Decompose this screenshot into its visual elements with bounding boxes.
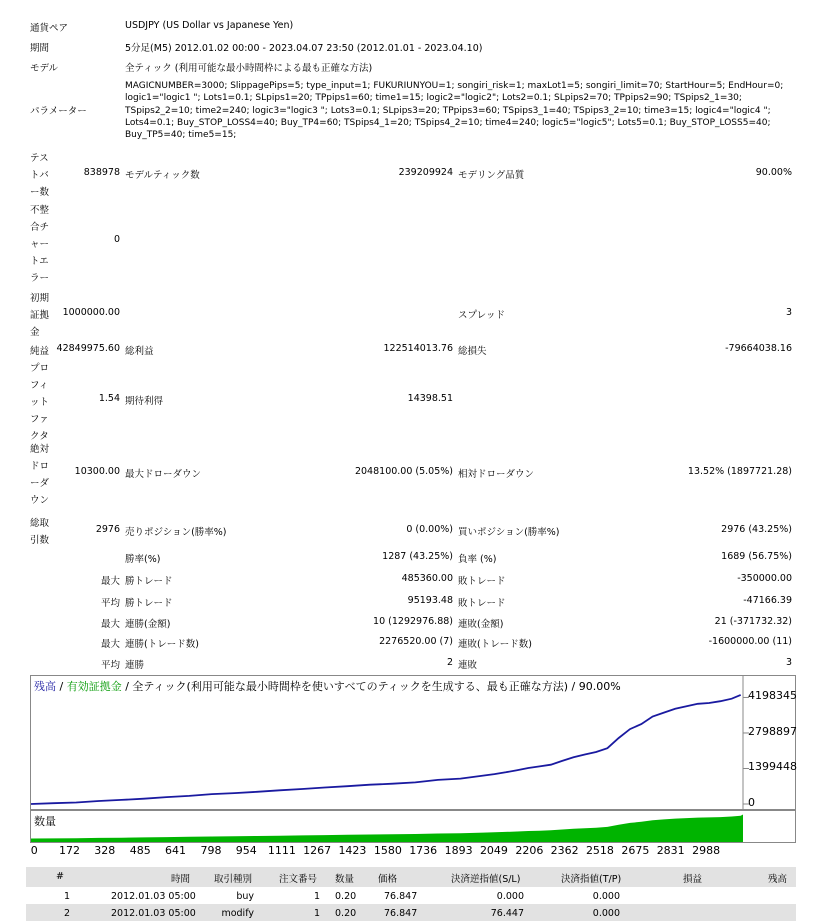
gross-profit-label: 総利益 — [125, 346, 154, 357]
header-cell-order: 注文番号 — [279, 874, 318, 885]
net-profit-label: 純益 — [30, 346, 50, 357]
max-label-3: 最大 — [100, 639, 120, 650]
gross-profit-value: 122514013.76 — [383, 343, 453, 354]
test-bars-label: テストバー数 — [30, 153, 50, 198]
x-tick-label: 328 — [94, 844, 116, 857]
chart-title-rest: / 全ティック(利用可能な最小時間枠を使いすべてのティックを生成する、最も正確な方法) / 90.00% — [121, 680, 621, 693]
period-label: 期間 — [30, 43, 50, 54]
spread-value: 3 — [785, 307, 792, 318]
avg-consec-win-label: 連勝 — [125, 660, 145, 671]
total-trades-value: 2976 — [95, 524, 120, 535]
chart-title — [34, 678, 621, 694]
header-cell-balance: 残高 — [768, 874, 788, 885]
x-tick-label: 1580 — [373, 844, 402, 857]
x-tick-label: 485 — [129, 844, 151, 857]
y-tick-label: 0 — [748, 796, 755, 809]
row-cell-tp: 0.000 — [592, 891, 620, 902]
header-cell-time: 時間 — [171, 874, 191, 885]
avg-loss-label: 敗トレード — [458, 598, 506, 609]
avg-consec-loss-value: 3 — [785, 657, 792, 668]
row-cell-order: 1 — [313, 891, 320, 902]
win-rate-value: 1287 (43.25%) — [382, 551, 453, 562]
mismatch-label: 不整合チャートエラー — [30, 205, 50, 284]
row-cell-type: buy — [236, 891, 254, 902]
header-cell-volume: 数量 — [335, 874, 355, 885]
max-consec-win-cnt-label: 連勝(トレード数) — [125, 639, 199, 650]
table-header — [26, 867, 796, 887]
volume-area — [31, 815, 743, 843]
x-tick-label: 1111 — [267, 844, 296, 857]
period-value: 5分足(M5) 2012.01.02 00:00 - 2023.04.07 23:50 (2012.01.01 - 2023.04.10) — [125, 43, 483, 54]
abs-dd-value: 10300.00 — [74, 466, 120, 477]
row-cell-price: 76.847 — [384, 908, 418, 919]
header-cell-type: 取引種別 — [214, 874, 253, 885]
avg-label: 平均 — [100, 598, 120, 609]
balance-chart-svg — [31, 676, 795, 809]
x-tick-label: 1267 — [303, 844, 332, 857]
max-consec-win-amt-label: 連勝(金額) — [125, 619, 171, 630]
row-cell-time: 2012.01.03 05:00 — [111, 908, 196, 919]
short-value: 0 (0.00%) — [406, 524, 453, 535]
net-profit-value: 42849975.60 — [56, 343, 120, 354]
x-tick-label: 641 — [164, 844, 186, 857]
avg-consec-loss-label: 連敗 — [458, 660, 478, 671]
x-tick-label: 798 — [200, 844, 222, 857]
row-cell-order: 1 — [313, 908, 320, 919]
x-tick-label: 954 — [235, 844, 257, 857]
initial-deposit-label: 初期証拠金 — [30, 293, 50, 338]
header-cell-tp: 決済指値(T/P) — [561, 874, 622, 885]
x-tick-label: 2362 — [550, 844, 579, 857]
model-ticks-value: 239209924 — [398, 167, 453, 178]
row-cell-tp: 0.000 — [592, 908, 620, 919]
gross-loss-value: -79664038.16 — [725, 343, 792, 354]
x-tick-label: 1893 — [444, 844, 473, 857]
largest-win-value: 485360.00 — [401, 573, 453, 584]
pair-label: 通貨ペア — [30, 23, 69, 34]
header-cell-sl: 決済逆指値(S/L) — [451, 874, 521, 885]
max-consec-loss-amt-label: 連敗(金額) — [458, 619, 504, 630]
spread-label: スプレッド — [458, 310, 506, 321]
chart-title-balance: 残高 — [34, 680, 56, 693]
y-tick-label: 2798897 — [748, 724, 797, 738]
header-cell-price: 価格 — [378, 874, 398, 885]
trade-table — [26, 867, 796, 921]
max-consec-win-amt-value: 10 (1292976.88) — [373, 616, 453, 627]
x-tick-label: 2831 — [656, 844, 685, 857]
gross-loss-label: 総損失 — [458, 346, 487, 357]
largest-loss-label: 敗トレード — [458, 576, 506, 587]
x-tick-label: 1423 — [338, 844, 367, 857]
params-label: パラメーター — [30, 106, 87, 117]
model-ticks-label: モデルティック数 — [125, 170, 200, 181]
row-cell-number: 1 — [64, 891, 71, 902]
x-tick-label: 2518 — [585, 844, 614, 857]
largest-loss-value: -350000.00 — [737, 573, 792, 584]
total-trades-label: 総取引数 — [30, 518, 50, 546]
initial-deposit-value: 1000000.00 — [62, 307, 120, 318]
table-row — [26, 887, 796, 904]
win-rate-label: 勝率(%) — [125, 554, 161, 565]
model-value: 全ティック (利用可能な最小時間枠による最も正確な方法) — [125, 63, 373, 74]
chart-title-equity: 有効証拠金 — [66, 680, 122, 693]
y-tick-label: 1399448 — [748, 760, 797, 774]
loss-rate-value: 1689 (56.75%) — [721, 551, 792, 562]
volume-label: 数量 — [34, 815, 56, 828]
x-tick-label: 2049 — [479, 844, 508, 857]
max-consec-loss-cnt-label: 連敗(トレード数) — [458, 639, 532, 650]
mismatch-value: 0 — [113, 234, 120, 245]
largest-win-label: 勝トレード — [125, 576, 173, 587]
profit-factor-label: プロフィットファクタ — [30, 363, 50, 442]
row-cell-type: modify — [221, 908, 254, 919]
max-dd-value: 2048100.00 (5.05%) — [354, 466, 453, 477]
row-cell-price: 76.847 — [384, 891, 418, 902]
balance-chart — [30, 675, 796, 810]
avg-loss-value: -47166.39 — [743, 595, 792, 606]
x-tick-label: 172 — [58, 844, 80, 857]
volume-chart-svg — [31, 811, 795, 842]
volume-chart — [30, 810, 796, 843]
balance-line — [31, 695, 741, 804]
avg-win-label: 勝トレード — [125, 598, 173, 609]
row-cell-sl: 0.000 — [496, 891, 524, 902]
model-quality-label: モデリング品質 — [458, 170, 525, 181]
x-tick-label: 2988 — [692, 844, 721, 857]
row-cell-volume: 0.20 — [335, 908, 357, 919]
profit-factor-value: 1.54 — [98, 393, 120, 404]
loss-rate-label: 負率 (%) — [458, 554, 497, 565]
max-label: 最大 — [100, 576, 120, 587]
abs-dd-label: 絶対ドローダウン — [30, 444, 50, 506]
x-tick-label: 2206 — [515, 844, 544, 857]
max-label-2: 最大 — [100, 619, 120, 630]
header-cell-number: # — [56, 871, 64, 882]
test-bars-value: 838978 — [83, 167, 120, 178]
avg-win-value: 95193.48 — [407, 595, 453, 606]
x-tick-label: 2675 — [621, 844, 650, 857]
expected-payoff-label: 期待利得 — [125, 396, 164, 407]
row-cell-volume: 0.20 — [335, 891, 357, 902]
params-value: MAGICNUMBER=3000; SlippagePips=5; type_input=1; FUKURIUNYOU=1; songiri_risk=1; maxLot1=5; songiri_limit=70; StartHour=5; EndHour=0; logic1="logic1 "; Lots1=0.1; SLpips1=20; TPpips1=60; time1=15; logic2="logic2"; Lots2=0.1; SLpips2=70; TPpips2=90; TSpips2_1=30; TSpips2_2=10; time2=240; logic3="logic3 "; Lots3=0.1; SLpips3=20; TPpips3=60; TSpips3_1=40; TSpips3_2=10; time3=15; logic4="logic4 "; Lots4=0.1; Buy_STOP_LOSS4=40; Buy_TP4=60; TSpips4_1=20; TSpips4_2=10; time4=240; logic5="logic5"; Lots5=0.1; Buy_STOP_LOSS5=40; Buy_TP5=40; time5=15; — [125, 81, 784, 141]
row-cell-sl: 76.447 — [490, 908, 524, 919]
max-consec-win-cnt-value: 2276520.00 (7) — [379, 636, 453, 647]
row-cell-number: 2 — [64, 908, 71, 919]
x-tick-label: 1736 — [409, 844, 438, 857]
pair-value: USDJPY (US Dollar vs Japanese Yen) — [125, 20, 294, 31]
max-consec-loss-amt-value: 21 (-371732.32) — [714, 616, 792, 627]
avg-consec-win-value: 2 — [446, 657, 453, 668]
header-cell-profit: 損益 — [683, 874, 703, 885]
chart-title-sep: / — [56, 680, 67, 693]
expected-payoff-value: 14398.51 — [407, 393, 453, 404]
max-dd-label: 最大ドローダウン — [125, 469, 202, 480]
long-label: 買いポジション(勝率%) — [458, 527, 560, 538]
short-label: 売りポジション(勝率%) — [125, 527, 227, 538]
y-tick-label: 4198345 — [748, 689, 797, 703]
model-quality-value: 90.00% — [755, 167, 792, 178]
table-row — [26, 904, 796, 921]
long-value: 2976 (43.25%) — [721, 524, 792, 535]
rel-dd-value: 13.52% (1897721.28) — [687, 466, 792, 477]
avg-label-2: 平均 — [100, 660, 120, 671]
x-tick-label: 0 — [30, 844, 38, 857]
rel-dd-label: 相対ドローダウン — [458, 469, 535, 480]
row-cell-time: 2012.01.03 05:00 — [111, 891, 196, 902]
model-label: モデル — [30, 63, 59, 74]
max-consec-loss-cnt-value: -1600000.00 (11) — [708, 636, 792, 647]
